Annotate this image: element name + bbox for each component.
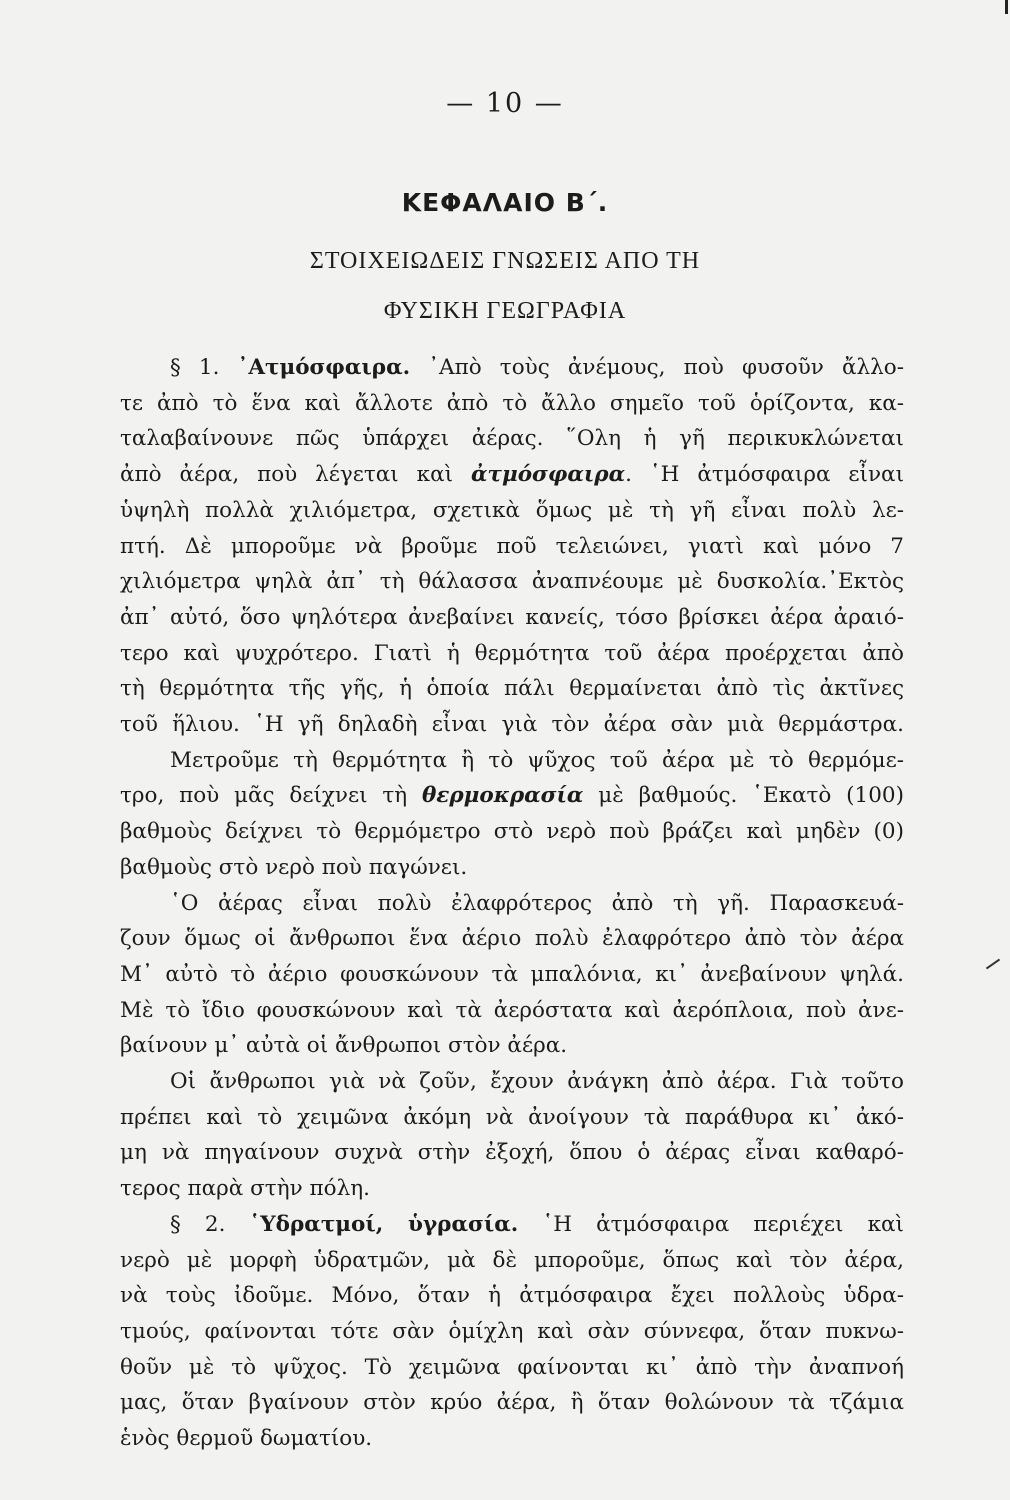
text-line: Μετροῦμε τὴ θερμότητα ἢ τὸ ψῦχος τοῦ ἀέρα μὲ τὸ θερμόμε- bbox=[170, 747, 904, 773]
text-line: § 1. ᾿Ατμόσφαιρα. ᾿Απὸ τοὺς ἀνέμους, ποὺ φυσοῦν ἄλλο- bbox=[170, 355, 904, 380]
text-line: ζουν ὅμως οἱ ἄνθρωποι ἕνα ἀέριο πολὺ ἐλαφρότερο ἀπὸ τὸν ἀέρα bbox=[120, 926, 904, 952]
text-line: βαίνουν μ᾿ αὐτὰ οἱ ἄνθρωποι στὸν ἀέρα. bbox=[120, 1033, 568, 1059]
text-line: βαθμοὺς δείχνει τὸ θερμόμετρο στὸ νερὸ ποὺ βράζει καὶ μηδὲν (0) bbox=[120, 819, 904, 845]
chapter-subtitle-line-2: ΦΥΣΙΚΗ ΓΕΩΓΡΑΦΙΑ bbox=[383, 298, 627, 324]
text-line: τερο καὶ ψυχρότερο. Γιατὶ ἡ θερμότητα τοῦ ἀέρα προέρχεται ἀπὸ bbox=[120, 640, 904, 666]
text-line: τὴ θερμότητα τῆς γῆς, ἡ ὁποία πάλι θερμαίνεται ἀπὸ τὶς ἀκτῖνες bbox=[120, 676, 904, 702]
text-line: νερὸ μὲ μορφὴ ὑδρατμῶν, μὰ δὲ μποροῦμε, ὅπως καὶ τὸν ἀέρα, bbox=[120, 1247, 904, 1273]
section-number: § 1. bbox=[170, 355, 220, 380]
text-line: § 2. ῾Υδρατμοί, ὑγρασία. ῾Η ἀτμόσφαιρα περιέχει καὶ bbox=[170, 1211, 904, 1237]
emphasized-term: ἀτμόσφαιρα bbox=[470, 462, 626, 488]
chapter-title: ΚΕΦΑΛΑΙΟ Β΄. bbox=[401, 188, 609, 217]
emphasized-term: θερμοκρασία bbox=[421, 783, 584, 809]
margin-pencil-mark bbox=[986, 959, 1000, 970]
text-line: τρο, ποὺ μᾶς δείχνει τὴ θερμοκρασία μὲ βαθμούς. ῾Εκατὸ (100) bbox=[120, 783, 904, 809]
text-line: μη νὰ πηγαίνουν συχνὰ στὴν ἐξοχή, ὅπου ὁ ἀέρας εἶναι καθαρό- bbox=[120, 1140, 904, 1166]
text-line: χιλιόμετρα ψηλὰ ἀπ᾿ τὴ θάλασσα ἀναπνέουμε μὲ δυσκολία.᾿Εκτὸς bbox=[120, 569, 904, 595]
text-line: ἑνὸς θερμοῦ δωματίου. bbox=[120, 1426, 373, 1452]
text-line: πτή. Δὲ μποροῦμε νὰ βροῦμε ποῦ τελειώνει, γιατὶ καὶ μόνο 7 bbox=[120, 533, 904, 559]
text-line: Μὲ τὸ ἴδιο φουσκώνουν καὶ τὰ ἀερόστατα καὶ ἀερόπλοια, ποὺ ἀνε- bbox=[120, 997, 904, 1023]
text-line: τερος παρὰ στὴν πόλη. bbox=[120, 1176, 370, 1202]
text-line: ἀπ᾿ αὐτό, ὅσο ψηλότερα ἀνεβαίνει κανείς, τόσο βρίσκει ἀέρα ἀραιό- bbox=[120, 604, 904, 630]
text-line: ῾Ο ἀέρας εἶναι πολὺ ἐλαφρότερος ἀπὸ τὴ γῆ. Παρασκευά- bbox=[170, 890, 904, 916]
text-line: βαθμοὺς στὸ νερὸ ποὺ παγώνει. bbox=[120, 854, 468, 880]
page-number: — 10 — bbox=[446, 88, 564, 119]
page-edge-mark bbox=[1005, 0, 1008, 14]
text-line: Οἱ ἄνθρωποι γιὰ νὰ ζοῦν, ἔχουν ἀνάγκη ἀπὸ ἀέρα. Γιὰ τοῦτο bbox=[170, 1069, 904, 1095]
section-heading: ῾Υδρατμοί, ὑγρασία. bbox=[249, 1211, 519, 1237]
chapter-subtitle-line-1: ΣΤΟΙΧΕΙΩΔΕΙΣ ΓΝΩΣΕΙΣ ΑΠΟ ΤΗ bbox=[309, 248, 701, 274]
text-line: θοῦν μὲ τὸ ψῦχος. Τὸ χειμῶνα φαίνονται κι᾿ ἀπὸ τὴν ἀναπνοή bbox=[120, 1354, 904, 1380]
text-line: πρέπει καὶ τὸ χειμῶνα ἀκόμη νὰ ἀνοίγουν τὰ παράθυρα κι᾿ ἀκό- bbox=[120, 1104, 904, 1130]
text-line: ταλαβαίνουνε πῶς ὑπάρχει ἀέρας. ῞Ολη ἡ γῆ περικυκλώνεται bbox=[120, 426, 904, 452]
text-line: μας, ὅταν βγαίνουν στὸν κρύο ἀέρα, ἢ ὅταν θολώνουν τὰ τζάμια bbox=[120, 1390, 904, 1416]
body-text bbox=[120, 350, 904, 1457]
text-line: ἀπὸ ἀέρα, ποὺ λέγεται καὶ ἀτμόσφαιρα. ῾Η ἀτμόσφαιρα εἶναι bbox=[120, 462, 904, 488]
text-line: τοῦ ἥλιου. ῾Η γῆ δηλαδὴ εἶναι γιὰ τὸν ἀέρα σὰν μιὰ θερμάστρα. bbox=[120, 712, 904, 738]
text-line: τε ἀπὸ τὸ ἕνα καὶ ἄλλοτε ἀπὸ τὸ ἄλλο σημεῖο τοῦ ὁρίζοντα, κα- bbox=[120, 390, 904, 416]
text-line: Μ᾿ αὐτὸ τὸ ἀέριο φουσκώνουν τὰ μπαλόνια, κι᾿ ἀνεβαίνουν ψηλά. bbox=[120, 961, 904, 987]
text-line: νὰ τοὺς ἰδοῦμε. Μόνο, ὅταν ἡ ἀτμόσφαιρα ἔχει πολλοὺς ὑδρα- bbox=[120, 1283, 904, 1309]
section-heading: ᾿Ατμόσφαιρα. bbox=[237, 355, 411, 380]
text-line: τμούς, φαίνονται τότε σὰν ὁμίχλη καὶ σὰν σύννεφα, ὅταν πυκνω- bbox=[120, 1318, 904, 1344]
text-line: ὑψηλὴ πολλὰ χιλιόμετρα, σχετικὰ ὅμως μὲ τὴ γῆ εἶναι πολὺ λε- bbox=[120, 497, 904, 523]
section-number: § 2. bbox=[170, 1211, 226, 1237]
